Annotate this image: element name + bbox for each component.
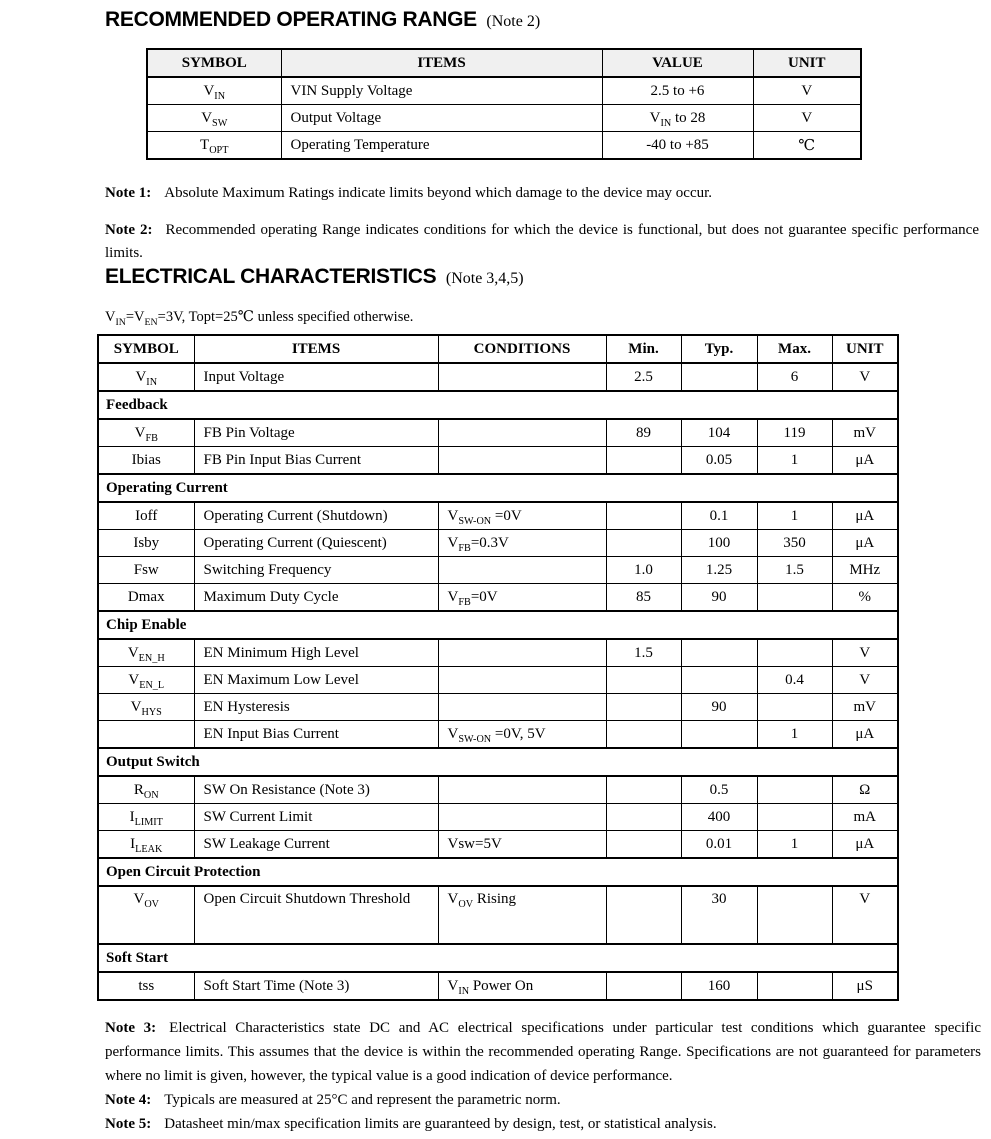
table-cell: 1 (757, 721, 832, 749)
table-cell (98, 721, 194, 749)
column-header: SYMBOL (147, 49, 281, 77)
table-cell: Vsw=5V (438, 831, 606, 859)
table-row (147, 105, 861, 132)
table-cell: 2.5 to +6 (602, 77, 753, 105)
table-cell: $V_{FB}=0.3V$ (438, 530, 606, 557)
table-cell: μS (832, 972, 898, 1000)
table-cell: 0.05 (681, 447, 757, 475)
table-row (98, 363, 898, 391)
table-row (98, 831, 898, 859)
table-cell: $V_{EN\_H}$ (98, 639, 194, 667)
table-cell: 1 (757, 447, 832, 475)
table-cell (606, 502, 681, 530)
table-cell: Dmax (98, 584, 194, 612)
column-header: ITEMS (194, 335, 438, 363)
table-cell: μA (832, 447, 898, 475)
table-cell: 0.5 (681, 776, 757, 804)
section-label: Output Switch (98, 748, 898, 776)
column-header: SYMBOL (98, 335, 194, 363)
table-cell: tss (98, 972, 194, 1000)
table-cell (606, 886, 681, 944)
table-cell: 400 (681, 804, 757, 831)
table-cell: V (753, 77, 861, 105)
table-cell: FB Pin Voltage (194, 419, 438, 447)
table-cell: Switching Frequency (194, 557, 438, 584)
table-cell (757, 972, 832, 1000)
table-cell: 85 (606, 584, 681, 612)
test-conditions: $V_{IN}=V_{EN}=3V$, Topt=25℃ unless specified otherwise. (105, 309, 414, 328)
table-cell: μA (832, 502, 898, 530)
table-cell: EN Minimum High Level (194, 639, 438, 667)
table-row (98, 972, 898, 1000)
table-cell: $V_{EN\_L}$ (98, 667, 194, 694)
table-cell (606, 694, 681, 721)
table-cell: $V_{IN}$ to 28 (602, 105, 753, 132)
table-cell: Operating Current (Quiescent) (194, 530, 438, 557)
table-cell (438, 694, 606, 721)
table-cell: 89 (606, 419, 681, 447)
table-cell (606, 530, 681, 557)
table-cell: V (832, 667, 898, 694)
table-cell: 1 (757, 502, 832, 530)
table-cell: $V_{IN}$ (147, 77, 281, 105)
table-cell (757, 584, 832, 612)
table-row (98, 776, 898, 804)
table-cell: 1.5 (606, 639, 681, 667)
table-cell: mV (832, 694, 898, 721)
table-cell: 0.4 (757, 667, 832, 694)
table-cell: $V_{SW-ON} =0V$ (438, 502, 606, 530)
table-row (98, 502, 898, 530)
table-cell (438, 557, 606, 584)
section-label: Operating Current (98, 474, 898, 502)
note-3-label: Note 3: (105, 1020, 157, 1036)
table-cell: mV (832, 419, 898, 447)
operating-range-note-reference: (Note 2) (486, 13, 541, 30)
note-4-label: Note 4: (105, 1092, 152, 1108)
table-cell: 2.5 (606, 363, 681, 391)
table-cell: $V_{HYS}$ (98, 694, 194, 721)
table-cell: VIN Supply Voltage (281, 77, 602, 105)
table-row (98, 419, 898, 447)
column-header: Min. (606, 335, 681, 363)
table-cell: μA (832, 530, 898, 557)
table-cell (606, 447, 681, 475)
table-row (98, 886, 898, 944)
table-cell: 119 (757, 419, 832, 447)
table-cell (606, 721, 681, 749)
note-1-label: Note 1: (105, 185, 152, 201)
table-cell: FB Pin Input Bias Current (194, 447, 438, 475)
table-cell: $V_{OV}$ (98, 886, 194, 944)
table-row (98, 584, 898, 612)
operating-range-title-text: RECOMMENDED OPERATING RANGE (105, 8, 477, 31)
table-cell (606, 776, 681, 804)
table-cell: 350 (757, 530, 832, 557)
table-cell: V (832, 363, 898, 391)
column-header: Max. (757, 335, 832, 363)
section-row (98, 391, 898, 419)
table-cell (606, 831, 681, 859)
note-5-text: Datasheet min/max specification limits are guaranteed by design, test, or statistical analysis. (164, 1116, 717, 1132)
table-cell: Fsw (98, 557, 194, 584)
operating-range-table (146, 48, 862, 160)
table-cell: Input Voltage (194, 363, 438, 391)
table-cell: 30 (681, 886, 757, 944)
table-cell: 6 (757, 363, 832, 391)
table-cell: Soft Start Time (Note 3) (194, 972, 438, 1000)
table-cell: 1.0 (606, 557, 681, 584)
table-row (98, 804, 898, 831)
table-cell: V (832, 639, 898, 667)
section-label: Soft Start (98, 944, 898, 972)
note-3 (105, 1016, 981, 1088)
table-cell: Operating Current (Shutdown) (194, 502, 438, 530)
table-cell (606, 804, 681, 831)
table-cell: 1.5 (757, 557, 832, 584)
table-cell: Ioff (98, 502, 194, 530)
table-row (98, 721, 898, 749)
table-cell (757, 694, 832, 721)
table-cell: 160 (681, 972, 757, 1000)
table-cell (681, 721, 757, 749)
electrical-title-text: ELECTRICAL CHARACTERISTICS (105, 265, 437, 288)
table-cell: $V_{FB}=0V$ (438, 584, 606, 612)
section-row (98, 611, 898, 639)
table-cell: Maximum Duty Cycle (194, 584, 438, 612)
table-cell: 104 (681, 419, 757, 447)
table-cell: $V_{FB}$ (98, 419, 194, 447)
table-row (98, 667, 898, 694)
electrical-characteristics-table (97, 334, 899, 1001)
table-cell (438, 363, 606, 391)
table-cell: EN Input Bias Current (194, 721, 438, 749)
table-row (147, 77, 861, 105)
table-row (98, 639, 898, 667)
table-cell (438, 804, 606, 831)
table-cell (757, 639, 832, 667)
note-2 (105, 219, 979, 265)
table-cell (438, 419, 606, 447)
column-header: VALUE (602, 49, 753, 77)
table-cell (681, 639, 757, 667)
table-row (147, 132, 861, 160)
table-cell (757, 776, 832, 804)
note-4-text: Typicals are measured at 25°C and represent the parametric norm. (164, 1092, 561, 1108)
table-cell: $V_{OV}$ Rising (438, 886, 606, 944)
section-label: Feedback (98, 391, 898, 419)
table-cell (438, 639, 606, 667)
note-5-label: Note 5: (105, 1116, 152, 1132)
table-row (98, 530, 898, 557)
section-title-operating-range (105, 8, 991, 32)
table-cell: SW Leakage Current (194, 831, 438, 859)
table-cell: Ω (832, 776, 898, 804)
table-cell (438, 776, 606, 804)
table-row (98, 447, 898, 475)
bottom-notes (105, 1016, 981, 1136)
section-label: Chip Enable (98, 611, 898, 639)
table-cell: Open Circuit Shutdown Threshold (194, 886, 438, 944)
table-cell: % (832, 584, 898, 612)
table-cell (681, 363, 757, 391)
table-cell: EN Maximum Low Level (194, 667, 438, 694)
table-cell (606, 972, 681, 1000)
table-cell (606, 667, 681, 694)
table-cell: ℃ (753, 132, 861, 160)
section-title-electrical-characteristics (105, 265, 991, 289)
table-cell: 0.1 (681, 502, 757, 530)
column-header: Typ. (681, 335, 757, 363)
table-cell: $I_{LEAK}$ (98, 831, 194, 859)
table-row (98, 694, 898, 721)
table-cell: EN Hysteresis (194, 694, 438, 721)
table-cell: MHz (832, 557, 898, 584)
note-2-label: Note 2: (105, 222, 153, 238)
table-cell (438, 667, 606, 694)
table-cell (757, 804, 832, 831)
note-3-text: Electrical Characteristics state DC and AC electrical specifications under particular test conditions which guarantee specific performance limits. This assumes that the device is within the recommended operating Range. Specifications are not guaranteed for parameters where no limit is given, however, the typical value is a good indication of device performance. (105, 1020, 982, 1084)
column-header: ITEMS (281, 49, 602, 77)
table-cell: $R_{ON}$ (98, 776, 194, 804)
table-cell: Operating Temperature (281, 132, 602, 160)
table-cell: $V_{SW-ON} =0V$, 5V (438, 721, 606, 749)
table-cell: Ibias (98, 447, 194, 475)
note-2-text: Recommended operating Range indicates conditions for which the device is functional, but does not guarantee specific performance limits. (105, 222, 979, 261)
column-header: CONDITIONS (438, 335, 606, 363)
section-label: Open Circuit Protection (98, 858, 898, 886)
table-cell (438, 447, 606, 475)
note-4 (105, 1088, 981, 1112)
note-1 (105, 182, 979, 205)
table-cell: $V_{IN}$ (98, 363, 194, 391)
table-cell: 0.01 (681, 831, 757, 859)
note-5 (105, 1112, 981, 1136)
section-row (98, 748, 898, 776)
table-cell: 90 (681, 694, 757, 721)
table-row (98, 557, 898, 584)
table-cell: 100 (681, 530, 757, 557)
table-cell: Output Voltage (281, 105, 602, 132)
table-cell: 90 (681, 584, 757, 612)
table-cell (757, 886, 832, 944)
table-cell: $T_{OPT}$ (147, 132, 281, 160)
section-row (98, 474, 898, 502)
table-cell: V (832, 886, 898, 944)
table-cell (681, 667, 757, 694)
table-cell: SW On Resistance (Note 3) (194, 776, 438, 804)
table-cell: -40 to +85 (602, 132, 753, 160)
table-cell: $V_{SW}$ (147, 105, 281, 132)
table-cell: Isby (98, 530, 194, 557)
section-row (98, 858, 898, 886)
section-row (98, 944, 898, 972)
column-header: UNIT (753, 49, 861, 77)
table-cell: V (753, 105, 861, 132)
column-header: UNIT (832, 335, 898, 363)
table-cell: μA (832, 721, 898, 749)
table-cell: mA (832, 804, 898, 831)
electrical-header-row (98, 335, 898, 363)
electrical-note-reference: (Note 3,4,5) (445, 270, 524, 287)
table-cell: μA (832, 831, 898, 859)
note-1-text: Absolute Maximum Ratings indicate limits beyond which damage to the device may occur. (164, 185, 713, 201)
table-cell: SW Current Limit (194, 804, 438, 831)
table-cell: $I_{LIMIT}$ (98, 804, 194, 831)
table-cell: 1.25 (681, 557, 757, 584)
table-cell: $V_{IN}$ Power On (438, 972, 606, 1000)
table-cell: 1 (757, 831, 832, 859)
operating-range-header-row (147, 49, 861, 77)
